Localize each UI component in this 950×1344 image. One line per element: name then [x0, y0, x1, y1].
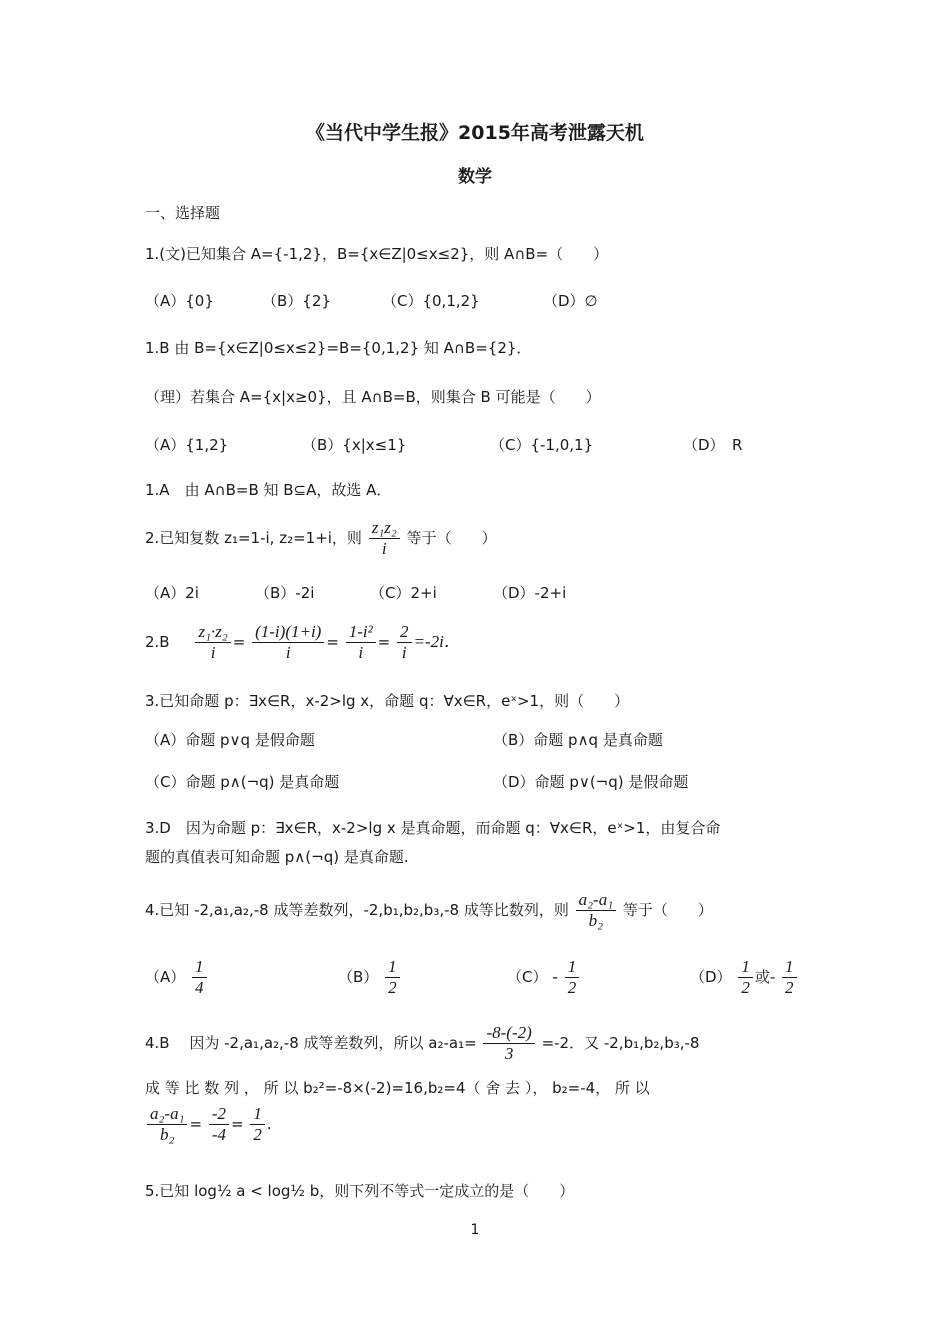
a4-line-3-fraction-2: [209, 1104, 229, 1145]
q2-option-b: （B）-2i: [255, 584, 315, 602]
q2-option-a: （A）2i: [145, 584, 199, 602]
document-subtitle: 数学: [458, 167, 492, 187]
q4-suffix: 等于（ ）: [622, 901, 713, 919]
answer-3-line-1: 3.D 因为命题 p：∃x∈R，x-2>lg x 是真命题，而命题 q：∀x∈R，eˣ>1，由复合命: [145, 819, 721, 837]
q4-option-a: [145, 957, 209, 998]
q4-option-b: [338, 957, 402, 998]
question-1-wen: 1.(文)已知集合 A={-1,2}，B={x∈Z|0≤x≤2}，则 A∩B=（ ）: [145, 245, 609, 263]
q4-option-d-label: （D）: [690, 968, 732, 986]
a4-line-1-numerator: -8-(-2): [483, 1023, 534, 1044]
q4-option-d-fraction-1: [738, 957, 753, 998]
q4-prefix: 4.已知 -2,a₁,a₂,-8 成等差数列，-2,b₁,b₂,b₃,-8 成等比数列，则: [145, 901, 569, 919]
q2-fraction-numerator: z₁z₂: [369, 518, 400, 539]
question-5: 5.已知 log½ a < log½ b，则下列不等式一定成立的是（ ）: [145, 1182, 575, 1200]
q4-option-c-denominator: 2: [567, 978, 577, 997]
q4-option-d-connector: 或-: [754, 968, 776, 986]
answer-1-wen: 1.B 由 B={x∈Z|0≤x≤2}=B={0,1,2} 知 A∩B={2}．: [145, 339, 532, 357]
q2-option-d: （D）-2+i: [493, 584, 567, 602]
a4-line-3-denominator-3: 2: [253, 1125, 262, 1144]
q4-option-d-denominator-2: 2: [785, 978, 794, 997]
a2-fraction-3: [346, 622, 376, 663]
a2-fraction-4-numerator: 2: [397, 622, 412, 643]
q4-option-d-numerator-2: 1: [782, 957, 797, 978]
q4-option-d: [690, 957, 799, 998]
q1l-option-b: （B）{x|x≤1}: [302, 436, 407, 454]
q4-option-b-numerator: 1: [385, 957, 400, 978]
q4-option-c-label: （C）: [507, 968, 548, 986]
a4-line-3-fraction-1: [147, 1104, 187, 1145]
q4-option-d-numerator-1: 1: [738, 957, 753, 978]
a2-fraction-1: [195, 622, 230, 663]
section-heading: 一、选择题: [145, 204, 221, 222]
q1w-option-c: （C）{0,1,2}: [382, 292, 480, 310]
question-3: 3.已知命题 p：∃x∈R，x-2>lg x，命题 q：∀x∈R，eˣ>1，则（ ）: [145, 692, 630, 710]
a2-fraction-4: [397, 622, 412, 663]
a4-line-3-denominator-1: b₂: [160, 1125, 175, 1144]
a2-fraction-2-numerator: (1-i)(1+i): [252, 622, 324, 643]
q4-option-b-denominator: 2: [388, 978, 397, 997]
q4-option-c-numerator: 1: [565, 957, 580, 978]
q4-fraction-numerator: a₂-a₁: [576, 890, 616, 911]
q2-option-c: （C）2+i: [370, 584, 437, 602]
question-4: [145, 890, 713, 931]
a2-prefix: 2.B: [145, 633, 170, 651]
q4-option-c-fraction: [565, 957, 580, 998]
q2-suffix: 等于（ ）: [406, 529, 497, 547]
a4-line-3-numerator-3: 1: [250, 1104, 265, 1125]
a4-line-3-denominator-2: -4: [211, 1125, 226, 1144]
q4-option-a-fraction: [192, 957, 207, 998]
q2-fraction: [369, 518, 400, 559]
q2-prefix: 2.已知复数 z₁=1-i, z₂=1+i，则: [145, 529, 362, 547]
page-number: 1: [470, 1222, 480, 1238]
answer-4-line-3: $\frac{\text{a₂-a₁}}{\text{b₂}}$ = $\frac{-2}{-4}$ = $\frac{1}{2}$ .: [145, 1104, 272, 1145]
q1l-option-c: （C）{-1,0,1}: [490, 436, 594, 454]
a4-line-1-suffix: =-2．又 -2,b₁,b₂,b₃,-8: [541, 1034, 700, 1052]
q4-option-d-denominator-1: 2: [741, 978, 750, 997]
q1w-option-d: （D）∅: [543, 292, 598, 310]
q4-option-a-denominator: 4: [195, 978, 204, 997]
q1w-option-b: （B）{2}: [262, 292, 331, 310]
a4-line-1-denominator: 3: [504, 1044, 514, 1063]
q4-option-a-label: （A）: [145, 968, 186, 986]
q4-fraction-denominator: b₂: [588, 911, 604, 930]
answer-2: 2.B $\frac{\text{z₁·z₂}}{i}$ = $\frac{(1-i)(1+i)}{i}$ = $\frac{\text{1-i²}}{i}$ = $\frac{2}{i}$ =-2i．: [145, 622, 461, 662]
a2-fraction-4-denominator: i: [401, 643, 407, 662]
answer-1-li: 1.A 由 A∩B=B 知 B⊆A，故选 A．: [145, 481, 392, 499]
a2-fraction-2-denominator: i: [285, 643, 291, 662]
q4-option-b-label: （B）: [338, 968, 379, 986]
q1w-option-a: （A）{0}: [145, 292, 214, 310]
q3-option-d: （D）命题 p∨(¬q) 是假命题: [493, 773, 689, 791]
a2-fraction-3-numerator: 1-i²: [346, 622, 376, 643]
a4-line-1-fraction: [483, 1023, 534, 1064]
q3-option-b: （B）命题 p∧q 是真命题: [493, 731, 663, 749]
a4-line-3-fraction-3: [250, 1104, 265, 1145]
q4-option-b-fraction: [385, 957, 400, 998]
q2-fraction-denominator: i: [381, 539, 387, 558]
q4-option-c: [507, 957, 581, 998]
a2-suffix: =-2i．: [413, 632, 461, 651]
answer-3-line-2: 题的真值表可知命题 p∧(¬q) 是真命题.: [145, 848, 409, 866]
answer-4-line-2: 成 等 比 数 列 ， 所 以 b₂²=-8×(-2)=16,b₂=4（ 舍 去 ）， b₂=-4， 所 以: [145, 1079, 650, 1097]
a4-line-1-prefix: 4.B 因为 -2,a₁,a₂,-8 成等差数列，所以 a₂-a₁=: [145, 1034, 477, 1052]
q4-option-a-numerator: 1: [192, 957, 207, 978]
a4-line-3-numerator-2: -2: [209, 1104, 229, 1125]
a2-fraction-3-denominator: i: [358, 643, 364, 662]
question-1-li: （理）若集合 A={x|x≥0}，且 A∩B=B，则集合 B 可能是（ ）: [145, 388, 601, 406]
q3-option-a: （A）命题 p∨q 是假命题: [145, 731, 315, 749]
q3-option-c: （C）命题 p∧(¬q) 是真命题: [145, 773, 340, 791]
a2-fraction-2: [252, 622, 324, 663]
a2-fraction-1-denominator: i: [210, 643, 216, 662]
q4-fraction: [576, 890, 616, 931]
question-2: [145, 518, 497, 559]
a2-fraction-1-numerator: z₁·z₂: [195, 622, 230, 643]
q1l-option-d: （D） R: [683, 436, 743, 454]
a4-line-3-numerator-1: a₂-a₁: [147, 1104, 187, 1125]
q4-option-d-fraction-2: [782, 957, 797, 998]
answer-4-line-1: [145, 1023, 699, 1064]
q1l-option-a: （A）{1,2}: [145, 436, 229, 454]
q4-option-c-sign: -: [552, 967, 558, 986]
document-title: 《当代中学生报》2015年高考泄露天机: [306, 122, 644, 144]
